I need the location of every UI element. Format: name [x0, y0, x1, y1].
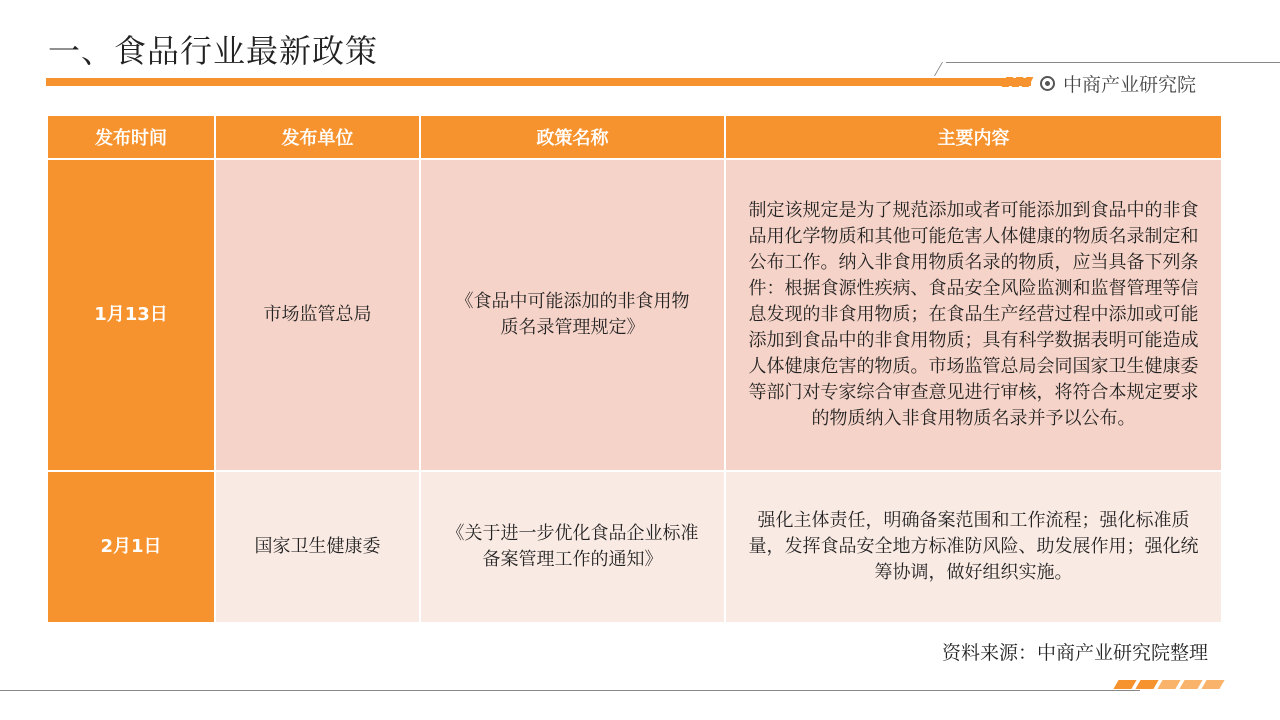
header-stripes	[1004, 77, 1031, 87]
brand-logo	[1040, 70, 1196, 97]
header-date: 发布时间	[47, 115, 215, 159]
source-note: 资料来源：中商产业研究院整理	[941, 642, 1208, 664]
header-content: 主要内容	[725, 115, 1222, 159]
unit-cell: 市场监管总局	[215, 159, 420, 471]
date-cell: 2月1日	[47, 471, 215, 623]
table-row	[47, 159, 1222, 471]
brand-name: 中商产业研究院	[1063, 74, 1197, 96]
table-header-row	[47, 115, 1222, 159]
title-underline-bar	[46, 78, 1031, 86]
header-unit: 发布单位	[215, 115, 420, 159]
footer-line	[0, 690, 1140, 691]
policy-cell: 《食品中可能添加的非食用物质名录管理规定》	[420, 159, 725, 471]
header-policy: 政策名称	[420, 115, 725, 159]
policy-table	[46, 114, 1223, 624]
date-cell: 1月13日	[47, 159, 215, 471]
brand-circle-icon	[1040, 76, 1055, 91]
header-divider-slash	[934, 62, 943, 76]
unit-cell: 国家卫生健康委	[215, 471, 420, 623]
header-divider-line	[946, 62, 1280, 63]
policy-cell: 《关于进一步优化食品企业标准备案管理工作的通知》	[420, 471, 725, 623]
content-cell: 制定该规定是为了规范添加或者可能添加到食品中的非食品用化学物质和其他可能危害人体健康的物质名录制定和公布工作。纳入非食用物质名录的物质，应当具备下列条件：根据食源性疾病、食品安全风险监测和监督管理等信息发现的非食用物质；在食品生产经营过程中添加或可能添加到食品中的非食用物质；具有科学数据表明可能造成人体健康危害的物质。市场监管总局会同国家卫生健康委等部门对专家综合审查意见进行审核，将符合本规定要求的物质纳入非食用物质名录并予以公布。	[725, 159, 1222, 471]
footer-stripes	[1116, 680, 1222, 689]
table-row	[47, 471, 1222, 623]
content-cell: 强化主体责任，明确备案范围和工作流程；强化标准质量，发挥食品安全地方标准防风险、助发展作用；强化统筹协调，做好组织实施。	[725, 471, 1222, 623]
page-title: 一、食品行业最新政策	[48, 32, 379, 70]
